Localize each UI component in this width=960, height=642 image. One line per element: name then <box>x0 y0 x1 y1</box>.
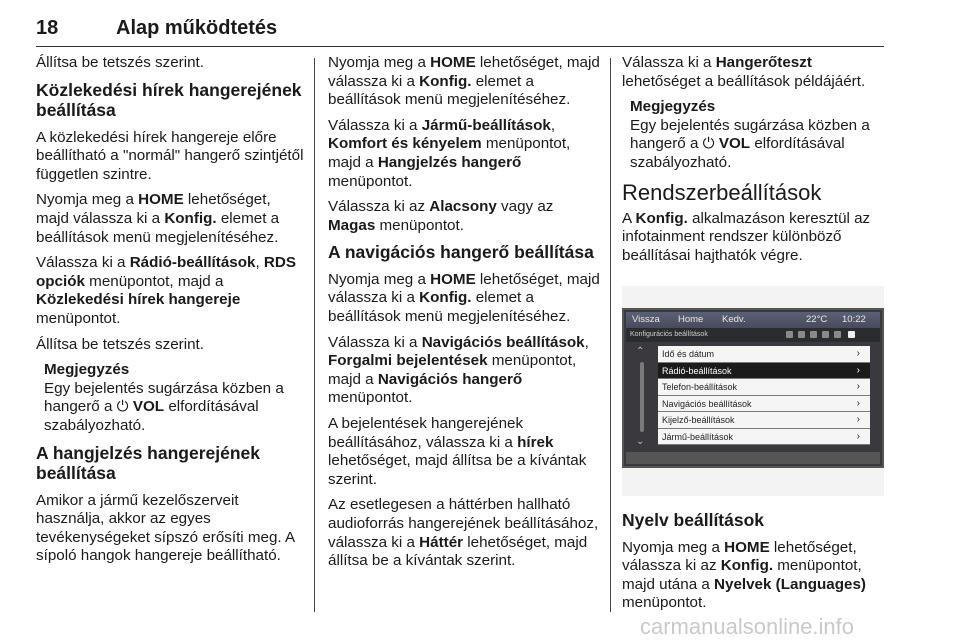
shuffle-icon <box>810 331 817 338</box>
chevron-right-icon: › <box>856 364 860 376</box>
paragraph: Nyomja meg a HOME lehetőséget, majd válassza ki a Konfig. elemet a beállítások menü megjelenítéséhez. <box>36 191 280 246</box>
paragraph: Állítsa be tetszés szerint. <box>36 335 204 353</box>
list-item[interactable]: Telefon-beállítások › <box>658 379 870 396</box>
page-title: Alap működtetés <box>116 17 278 39</box>
bluetooth-icon <box>798 331 805 338</box>
tab-home[interactable]: Home <box>678 314 704 325</box>
tab-vissza[interactable]: Vissza <box>632 314 660 325</box>
paragraph: Válassza ki a Rádió-beállítások, RDS opciók menüpontot, majd a Közlekedési hírek hangereje menüpontot. <box>36 254 296 327</box>
screen-sub-bar <box>626 328 880 342</box>
paragraph: Állítsa be tetszés szerint. <box>36 54 204 71</box>
scroll-up-icon[interactable]: ⌃ <box>636 346 645 357</box>
chevron-right-icon: › <box>856 414 860 425</box>
signal-icon <box>834 331 841 338</box>
note-box: Megjegyzés Egy bejelentés sugárzása közben a hangerő a ⏻ VOL elfordításával szabályozható. <box>44 361 306 435</box>
screen-subtitle: Konfigurációs beállítások <box>630 331 708 338</box>
column-2 <box>328 54 604 578</box>
temperature: 22°C <box>806 314 828 325</box>
page-header <box>36 10 884 47</box>
status-icon <box>848 331 855 338</box>
paragraph: Válassza ki az Alacsony vagy az Magas menüpontot. <box>328 198 554 234</box>
note-box: Megjegyzés Egy bejelentés sugárzása közben a hangerő a ⏻ VOL elfordításával szabályozható. <box>630 98 890 172</box>
note-title: Megjegyzés <box>630 98 716 116</box>
section-heading: Közlekedési hírek hangerejének beállítása <box>36 79 302 121</box>
paragraph: A Konfig. alkalmazáson keresztül az infotainment rendszer különböző beállításai hajthatók végre. <box>622 209 871 264</box>
screen-top-bar <box>626 312 880 328</box>
infotainment-screen <box>622 308 884 468</box>
clock: 10:22 <box>842 314 866 325</box>
paragraph: A közlekedési hírek hangereje előre beállítható a "normál" hangerő szintjétől független szintre. <box>36 128 304 183</box>
chevron-right-icon: › <box>856 397 860 409</box>
chevron-right-icon: › <box>856 348 860 359</box>
paragraph: Válassza ki a Navigációs beállítások, Forgalmi bejelentések menüpontot, majd a Navigációs hangerő menüpontot. <box>328 333 589 407</box>
section-heading: Nyelv beállítások <box>622 510 765 530</box>
paragraph: Amikor a jármű kezelőszerveit használja, akkor az egyes tevékenységeket sípszó erősíti meg. A sípoló hangok hangereje beállítható. <box>36 491 295 565</box>
chevron-right-icon: › <box>856 430 860 442</box>
list-item[interactable]: Jármű-beállítások › <box>658 429 870 446</box>
settings-list <box>658 346 870 445</box>
mute-icon <box>822 331 829 338</box>
power-icon: ⏻ <box>116 398 129 416</box>
column-divider <box>314 58 315 612</box>
column-divider <box>610 58 611 612</box>
section-heading: A hangjelzés hangerejének beállítása <box>36 442 261 483</box>
scrollbar[interactable] <box>640 362 644 432</box>
list-item[interactable]: Navigációs beállítások › <box>658 396 870 413</box>
list-item-selected[interactable]: Rádió-beállítások › <box>658 363 870 380</box>
screenshot-figure <box>622 286 884 496</box>
column-3-continued <box>622 510 890 620</box>
page-number: 18 <box>36 17 59 39</box>
power-icon: ⏻ <box>702 135 715 153</box>
paragraph: Nyomja meg a HOME lehetőséget, majd válassza ki a Konfig. elemet a beállítások menü megjelenítéséhez. <box>328 54 600 109</box>
paragraph: Válassza ki a Jármű-beállítások, Komfort és kényelem menüpontot, majd a Hangjelzés hangerő menüpontot. <box>328 116 571 190</box>
section-title: Rendszerbeállítások <box>622 179 822 205</box>
scroll-down-icon[interactable]: ⌄ <box>636 436 645 447</box>
chevron-right-icon: › <box>856 381 860 392</box>
screen-bottom-strip <box>626 452 880 464</box>
list-item[interactable]: Kijelző-beállítások › <box>658 412 870 429</box>
column-3 <box>622 54 890 272</box>
section-heading: A navigációs hangerő beállítása <box>328 242 594 263</box>
wifi-icon <box>786 331 793 338</box>
list-item[interactable]: Idő és dátum › <box>658 346 870 363</box>
note-title: Megjegyzés <box>44 361 130 379</box>
paragraph: A bejelentések hangerejének beállításához, válassza ki a hírek lehetőséget, majd állítsa be a kívántak szerint. <box>328 415 587 488</box>
column-1 <box>36 54 306 573</box>
paragraph: Nyomja meg a HOME lehetőséget, majd válassza ki a Konfig. elemet a beállítások menü megjelenítéséhez. <box>328 270 600 326</box>
paragraph: Az esetlegesen a háttérben hallható audioforrás hangerejének beállításához, válassza ki a Háttér lehetőséget, majd állítsa be a kívántak szerint. <box>328 496 599 570</box>
tab-kedv[interactable]: Kedv. <box>722 314 746 325</box>
paragraph: Válassza ki a Hangerőteszt lehetőséget a beállítások példájáért. <box>622 54 866 90</box>
watermark: carmanualsonline.info <box>640 614 855 639</box>
paragraph: Nyomja meg a HOME lehetőséget, válassza ki az Konfig. menüpontot, majd utána a Nyelvek (Languages) menüpontot. <box>622 538 866 612</box>
